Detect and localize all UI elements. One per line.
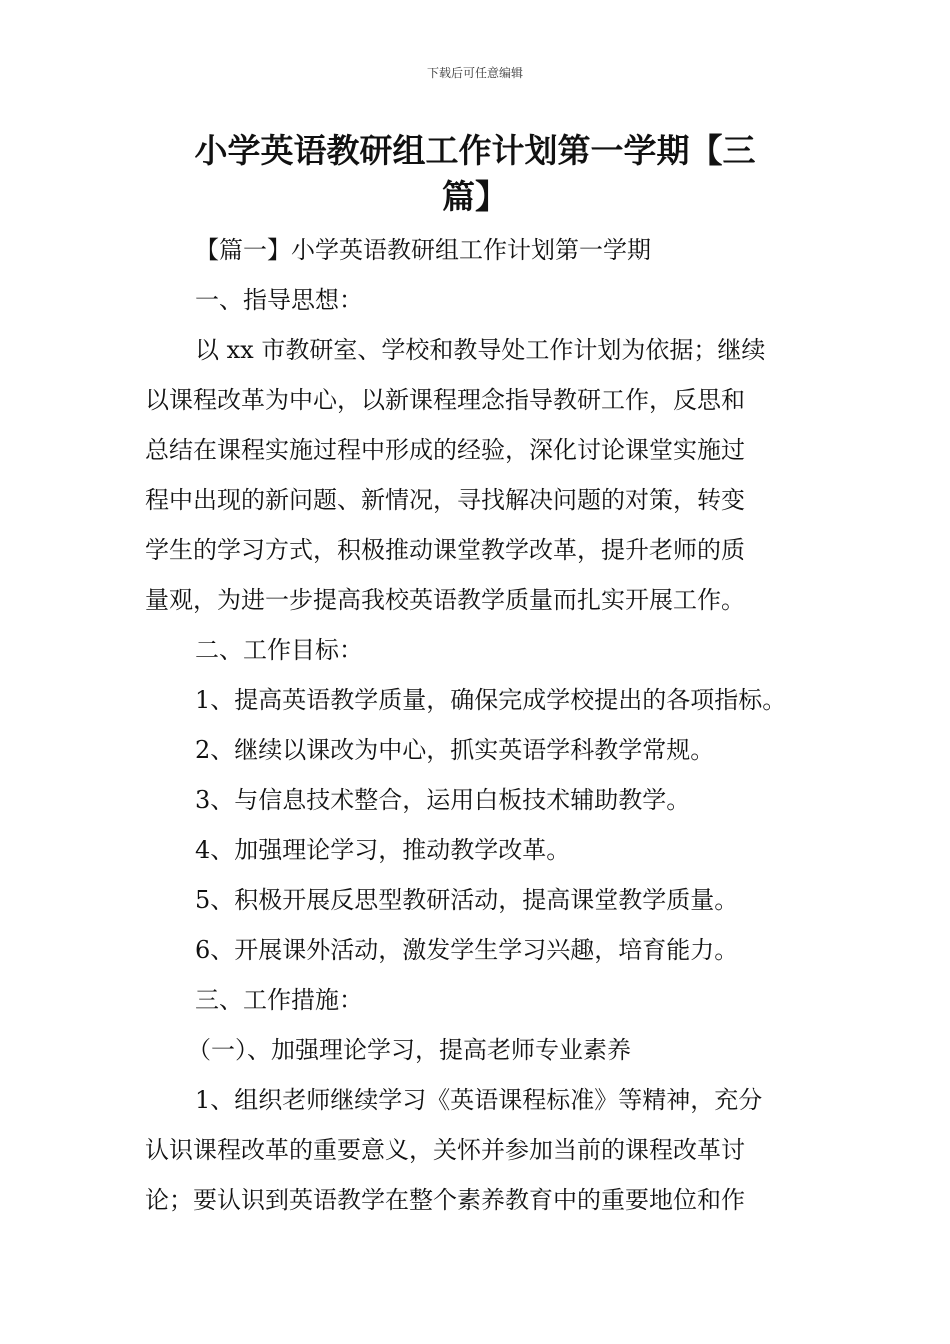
paragraph-line: 论；要认识到英语教学在整个素养教育中的重要地位和作 xyxy=(145,1186,745,1214)
goal-item: 1、提高英语教学质量，确保完成学校提出的各项指标。 xyxy=(195,686,787,714)
paragraph-line: 以 xx 市教研室、学校和教导处工作计划为依据；继续 xyxy=(195,336,766,364)
goal-item: 4、加强理论学习，推动教学改革。 xyxy=(195,836,571,864)
section-heading-work-goals: 二、工作目标： xyxy=(195,636,363,664)
document-body xyxy=(145,225,810,1225)
goal-item: 6、开展课外活动，激发学生学习兴趣，培育能力。 xyxy=(195,936,739,964)
section-heading-work-measures: 三、工作措施： xyxy=(195,986,363,1014)
goal-item: 3、与信息技术整合，运用白板技术辅助教学。 xyxy=(195,786,691,814)
paragraph-line: 程中出现的新问题、新情况，寻找解决问题的对策，转变 xyxy=(145,486,745,514)
goal-item: 2、继续以课改为中心，抓实英语学科教学常规。 xyxy=(195,736,715,764)
paragraph-line: 以课程改革为中心，以新课程理念指导教研工作，反思和 xyxy=(145,386,745,414)
goal-item: 5、积极开展反思型教研活动，提高课堂教学质量。 xyxy=(195,886,739,914)
title-line-2: 篇】 xyxy=(442,177,508,216)
chapter-heading: 【篇一】小学英语教研组工作计划第一学期 xyxy=(195,236,651,264)
page-header-note: 下载后可任意编辑 xyxy=(426,66,523,80)
paragraph-line: 认识课程改革的重要意义，关怀并参加当前的课程改革讨 xyxy=(145,1136,745,1164)
document-title xyxy=(150,128,800,220)
section-heading-guiding-ideology: 一、指导思想： xyxy=(195,286,363,314)
title-line-1: 小学英语教研组工作计划第一学期【三 xyxy=(194,131,756,170)
paragraph-line: 量观，为进一步提高我校英语教学质量而扎实开展工作。 xyxy=(145,586,745,614)
paragraph-line: 学生的学习方式，积极推动课堂教学改革，提升老师的质 xyxy=(145,536,745,564)
paragraph-line: 总结在课程实施过程中形成的经验，深化讨论课堂实施过 xyxy=(145,436,745,464)
subsection-heading: （一）、加强理论学习，提高老师专业素养 xyxy=(187,1036,631,1064)
paragraph-line: 1、组织老师继续学习《英语课程标准》等精神，充分 xyxy=(195,1086,763,1114)
